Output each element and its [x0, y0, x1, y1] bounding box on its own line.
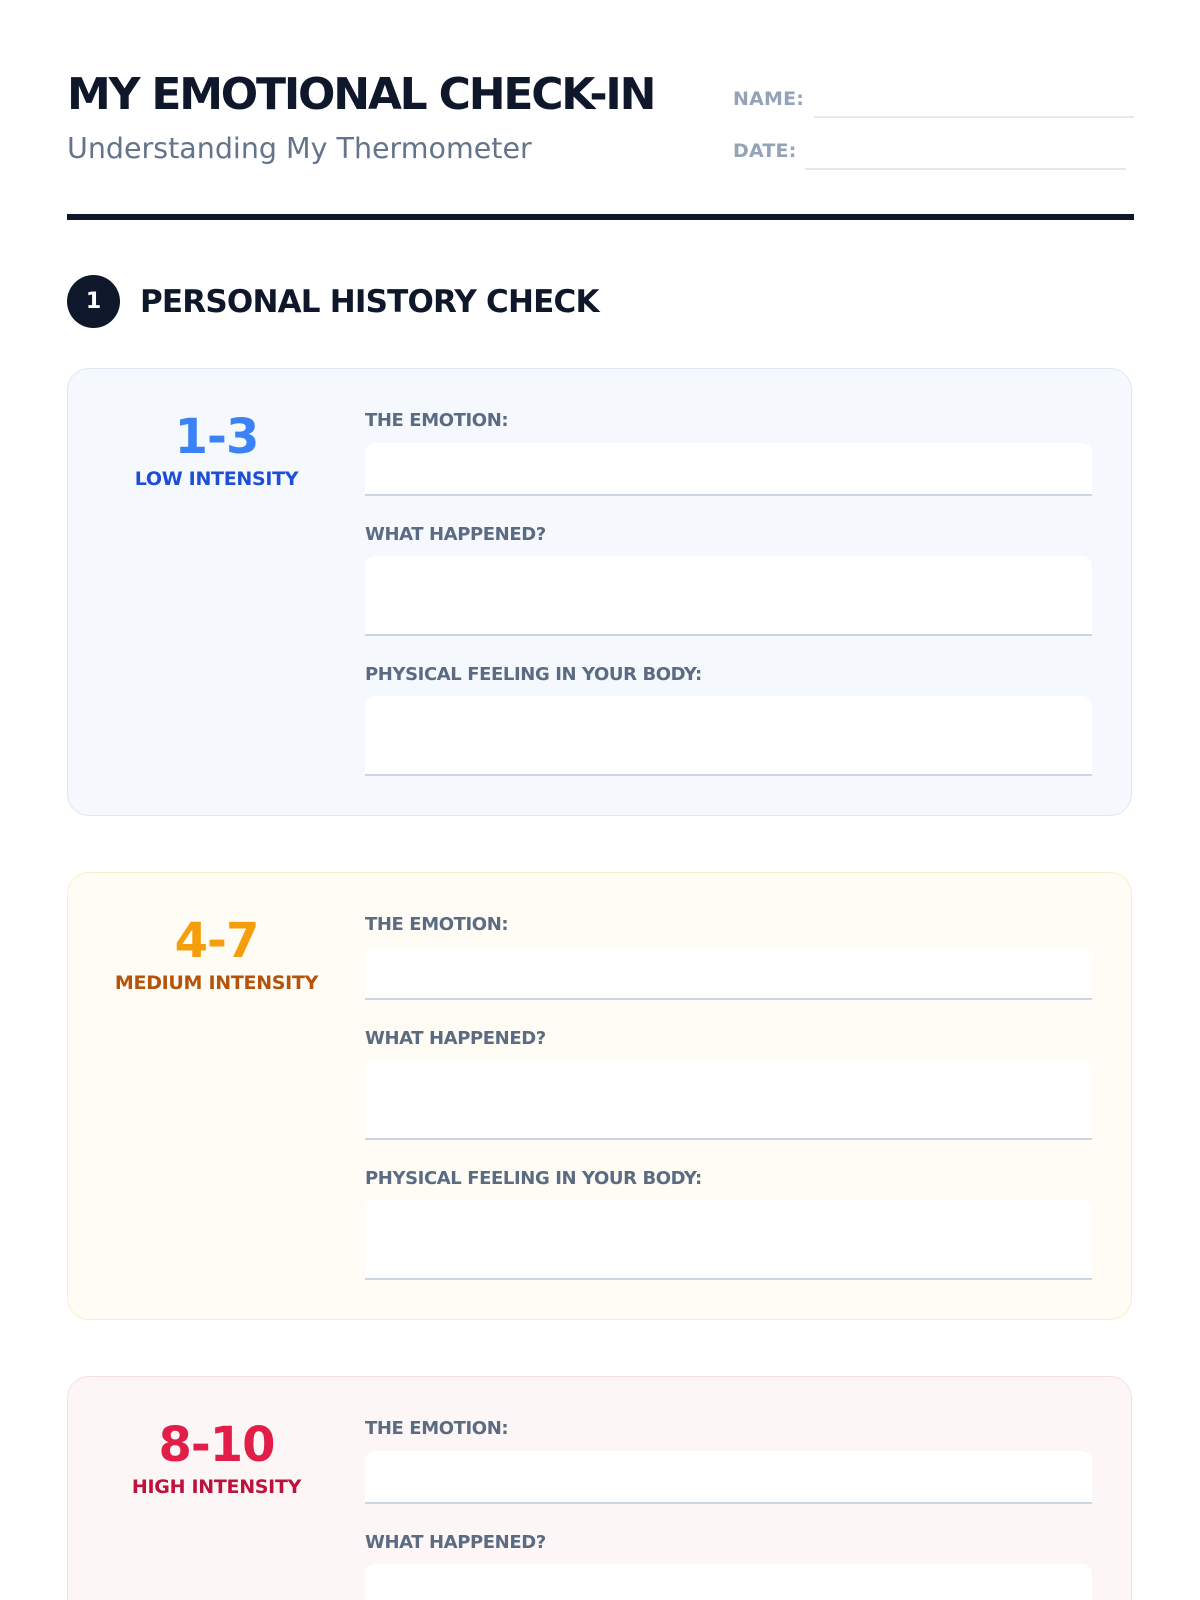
low-intensity-card — [67, 368, 1132, 816]
medium-intensity-card — [67, 872, 1132, 1320]
physical-feeling-input[interactable] — [365, 696, 1092, 776]
high-intensity-card — [67, 1376, 1132, 1600]
what-happened-label: WHAT HAPPENED? — [365, 1532, 546, 1553]
section-title: PERSONAL HISTORY CHECK — [140, 284, 599, 320]
physical-feeling-input[interactable] — [365, 1200, 1092, 1280]
date-label: DATE: — [733, 140, 797, 162]
what-happened-label: WHAT HAPPENED? — [365, 1028, 546, 1049]
intensity-range — [68, 913, 365, 995]
physical-feeling-label: PHYSICAL FEELING IN YOUR BODY: — [365, 1168, 702, 1189]
what-happened-input[interactable] — [365, 1564, 1092, 1600]
intensity-range — [68, 409, 365, 491]
emotion-label: THE EMOTION: — [365, 410, 509, 431]
intensity-range-number: 4-7 — [174, 913, 259, 969]
what-happened-input[interactable] — [365, 556, 1092, 636]
worksheet-title: MY EMOTIONAL CHECK-IN — [67, 69, 655, 120]
intensity-range-label: MEDIUM INTENSITY — [114, 972, 319, 994]
intensity-range-number: 8-10 — [158, 1417, 275, 1473]
what-happened-label: WHAT HAPPENED? — [365, 524, 546, 545]
intensity-range-label: HIGH INTENSITY — [131, 1476, 302, 1498]
header-divider — [67, 214, 1134, 220]
worksheet-subtitle: Understanding My Thermometer — [67, 132, 532, 165]
section-heading — [67, 275, 867, 329]
entry-fields — [365, 369, 1092, 815]
entry-fields — [365, 873, 1092, 1319]
section-number-badge: 1 — [67, 275, 120, 328]
worksheet-page — [67, 0, 1134, 1600]
emotion-input[interactable] — [365, 443, 1092, 496]
date-input-line[interactable] — [805, 168, 1126, 170]
intensity-range — [68, 1417, 365, 1499]
name-label: NAME: — [733, 88, 805, 110]
emotion-label: THE EMOTION: — [365, 1418, 509, 1439]
intensity-range-number: 1-3 — [174, 409, 259, 465]
emotion-input[interactable] — [365, 1451, 1092, 1504]
what-happened-input[interactable] — [365, 1060, 1092, 1140]
entry-fields — [365, 1377, 1092, 1600]
name-input-line[interactable] — [814, 116, 1134, 118]
emotion-input[interactable] — [365, 947, 1092, 1000]
emotion-label: THE EMOTION: — [365, 914, 509, 935]
physical-feeling-label: PHYSICAL FEELING IN YOUR BODY: — [365, 664, 702, 685]
worksheet-header — [67, 60, 1134, 180]
intensity-range-label: LOW INTENSITY — [134, 468, 299, 490]
